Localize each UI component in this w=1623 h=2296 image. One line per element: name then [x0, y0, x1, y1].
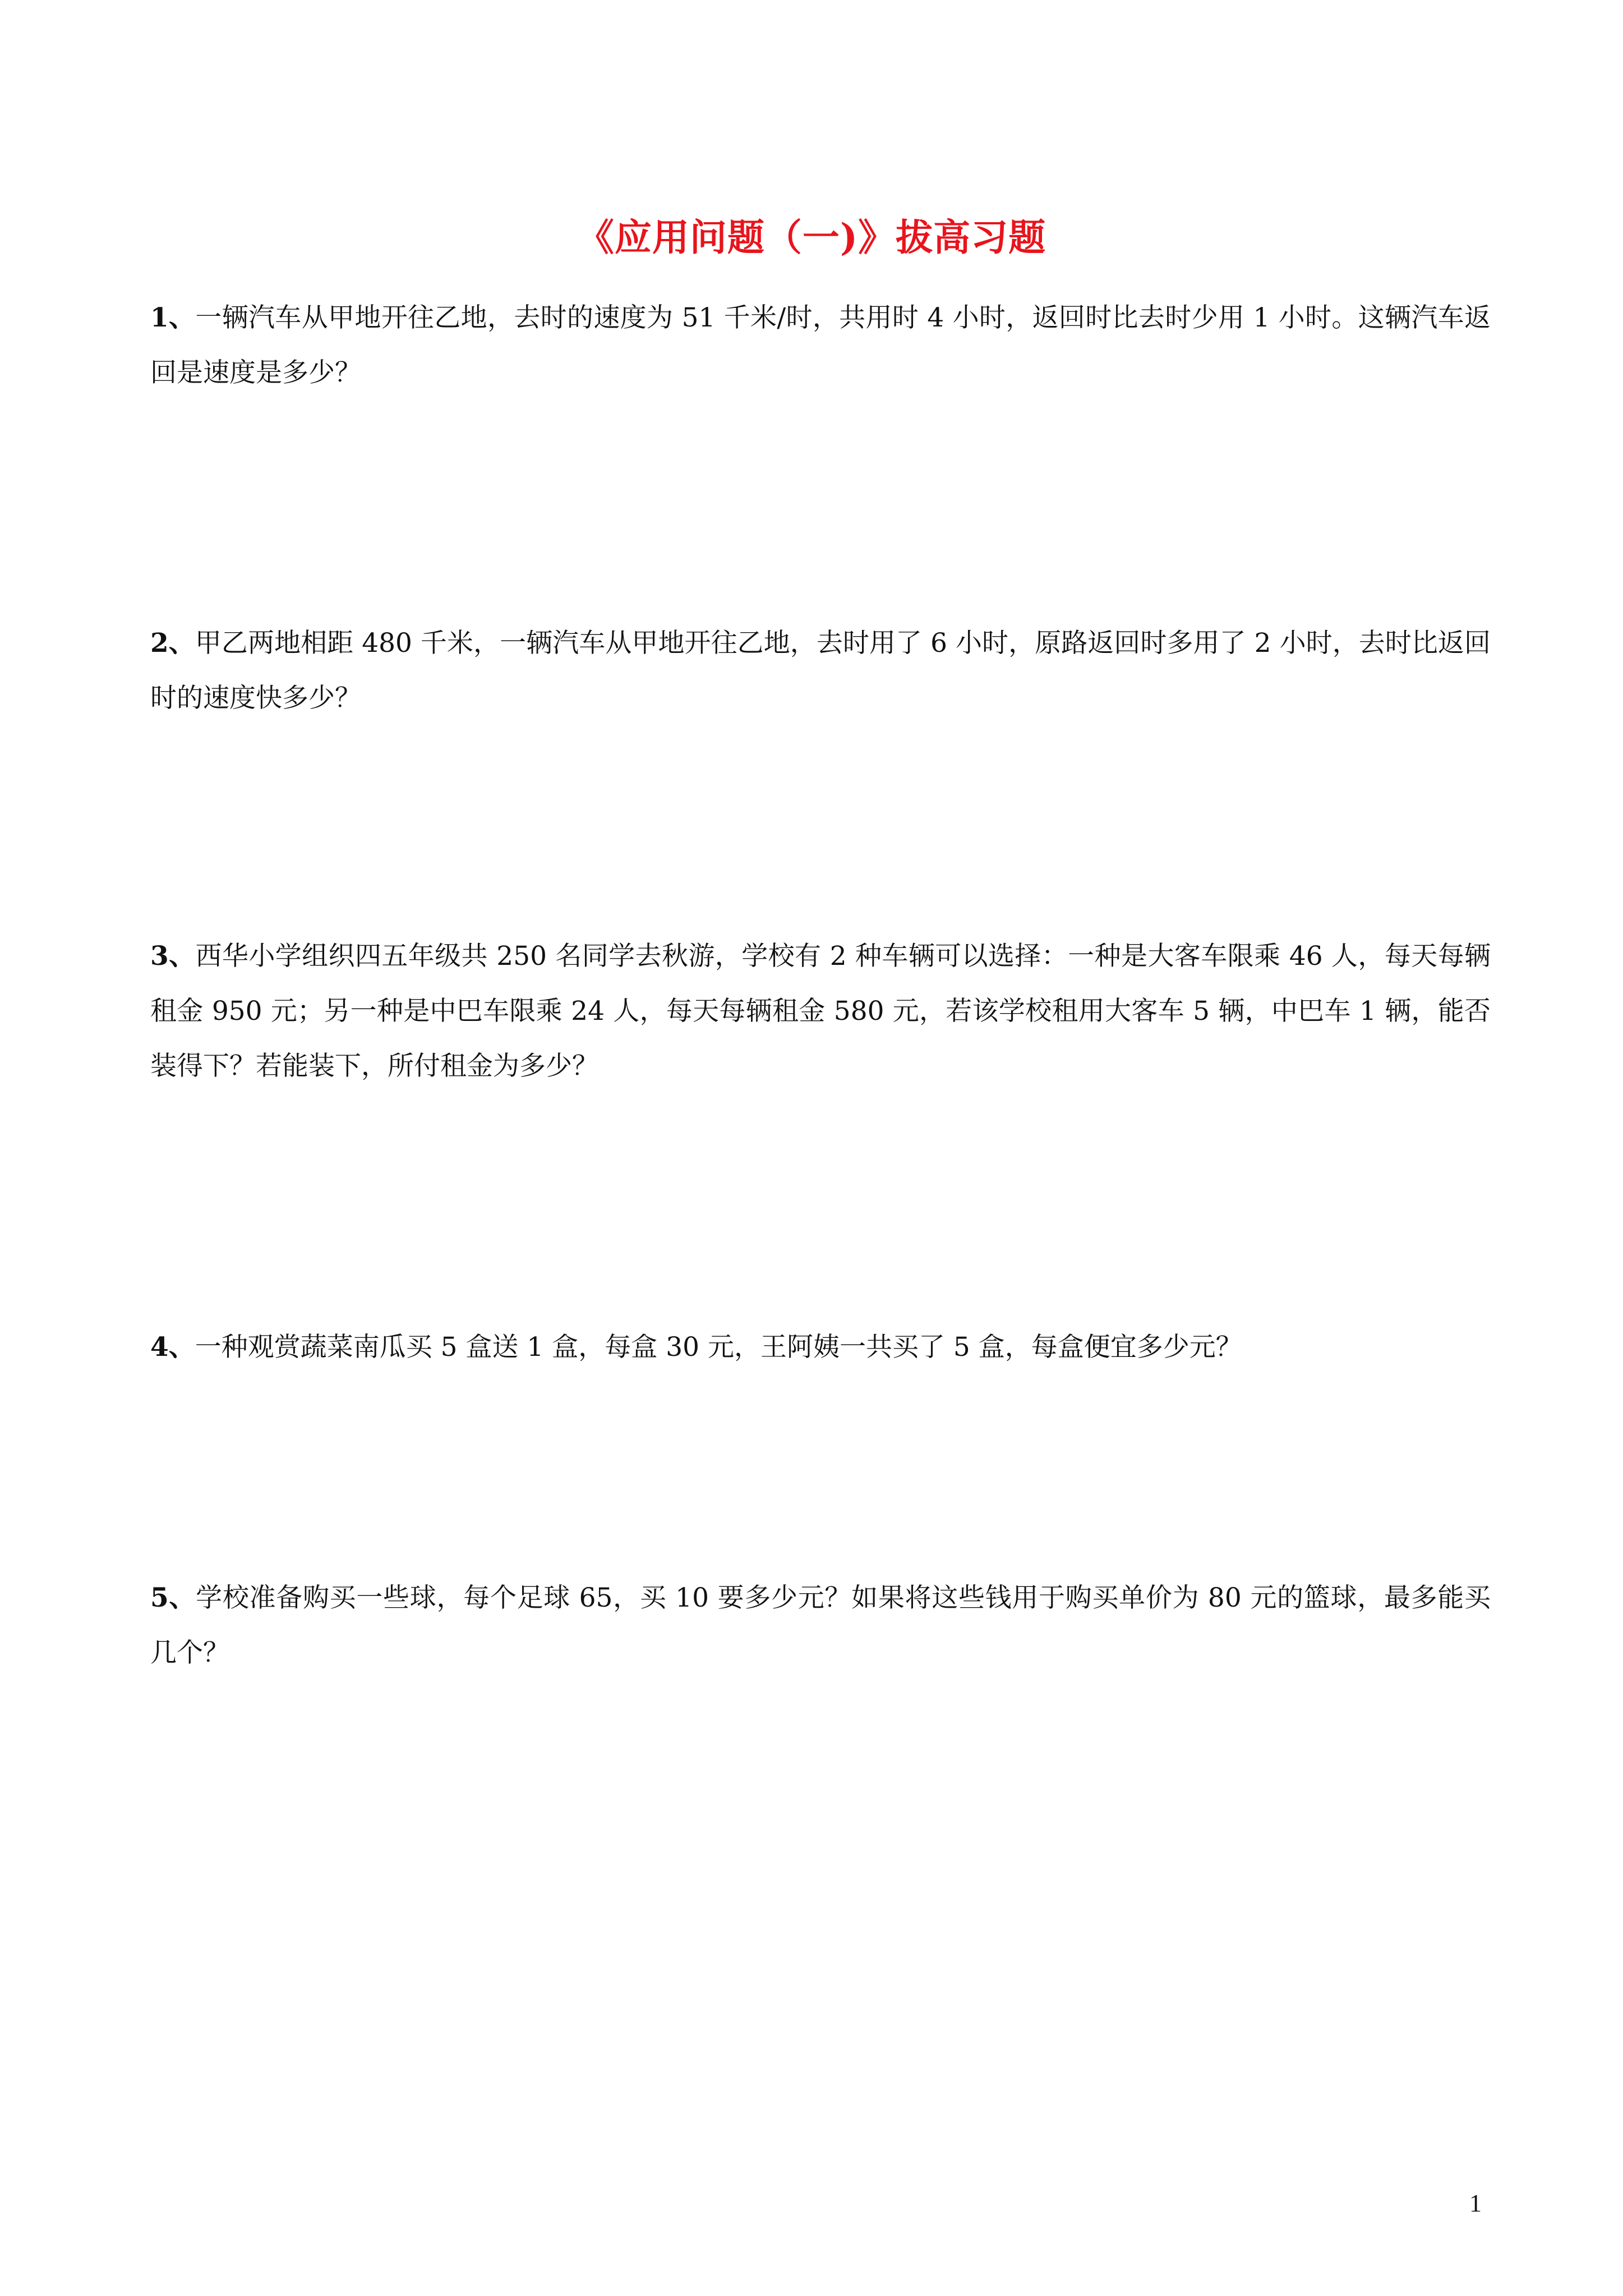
question-number: 4、 [150, 1332, 195, 1363]
question-1 [150, 291, 1491, 401]
question-4 [150, 1320, 1491, 1375]
question-number: 3、 [150, 941, 196, 972]
page-number: 1 [1469, 2189, 1482, 2217]
question-number: 2、 [150, 628, 195, 659]
question-number: 5、 [150, 1582, 196, 1613]
question-text: 学校准备购买一些球，每个足球 65，买 10 要多少元？如果将这些钱用于购买单价为 80 元的篮球，最多能买几个？ [150, 1582, 1491, 1668]
question-text: 甲乙两地相距 480 千米，一辆汽车从甲地开往乙地，去时用了 6 小时，原路返回时多用了 2 小时，去时比返回时的速度快多少？ [150, 628, 1491, 714]
question-3 [150, 929, 1491, 1094]
question-number: 1、 [150, 302, 196, 333]
question-text: 西华小学组织四五年级共 250 名同学去秋游，学校有 2 种车辆可以选择：一种是大客车限乘 46 人，每天每辆租金 950 元；另一种是中巴车限乘 24 人，每天每辆租金 580 元，若该学校租用大客车 5 辆，中巴车 1 辆，能否装得下？若能装下，所付租金为多少？ [150, 941, 1491, 1082]
question-5 [150, 1571, 1491, 1681]
question-text: 一种观赏蔬菜南瓜买 5 盒送 1 盒，每盒 30 元，王阿姨一共买了 5 盒，每盒便宜多少元？ [195, 1332, 1242, 1363]
question-2 [150, 616, 1491, 726]
question-text: 一辆汽车从甲地开往乙地，去时的速度为 51 千米/时，共用时 4 小时，返回时比去时少用 1 小时。这辆汽车返回是速度是多少？ [150, 302, 1491, 388]
document-title: 《应用问题（一)》拔高习题 [577, 215, 1046, 259]
